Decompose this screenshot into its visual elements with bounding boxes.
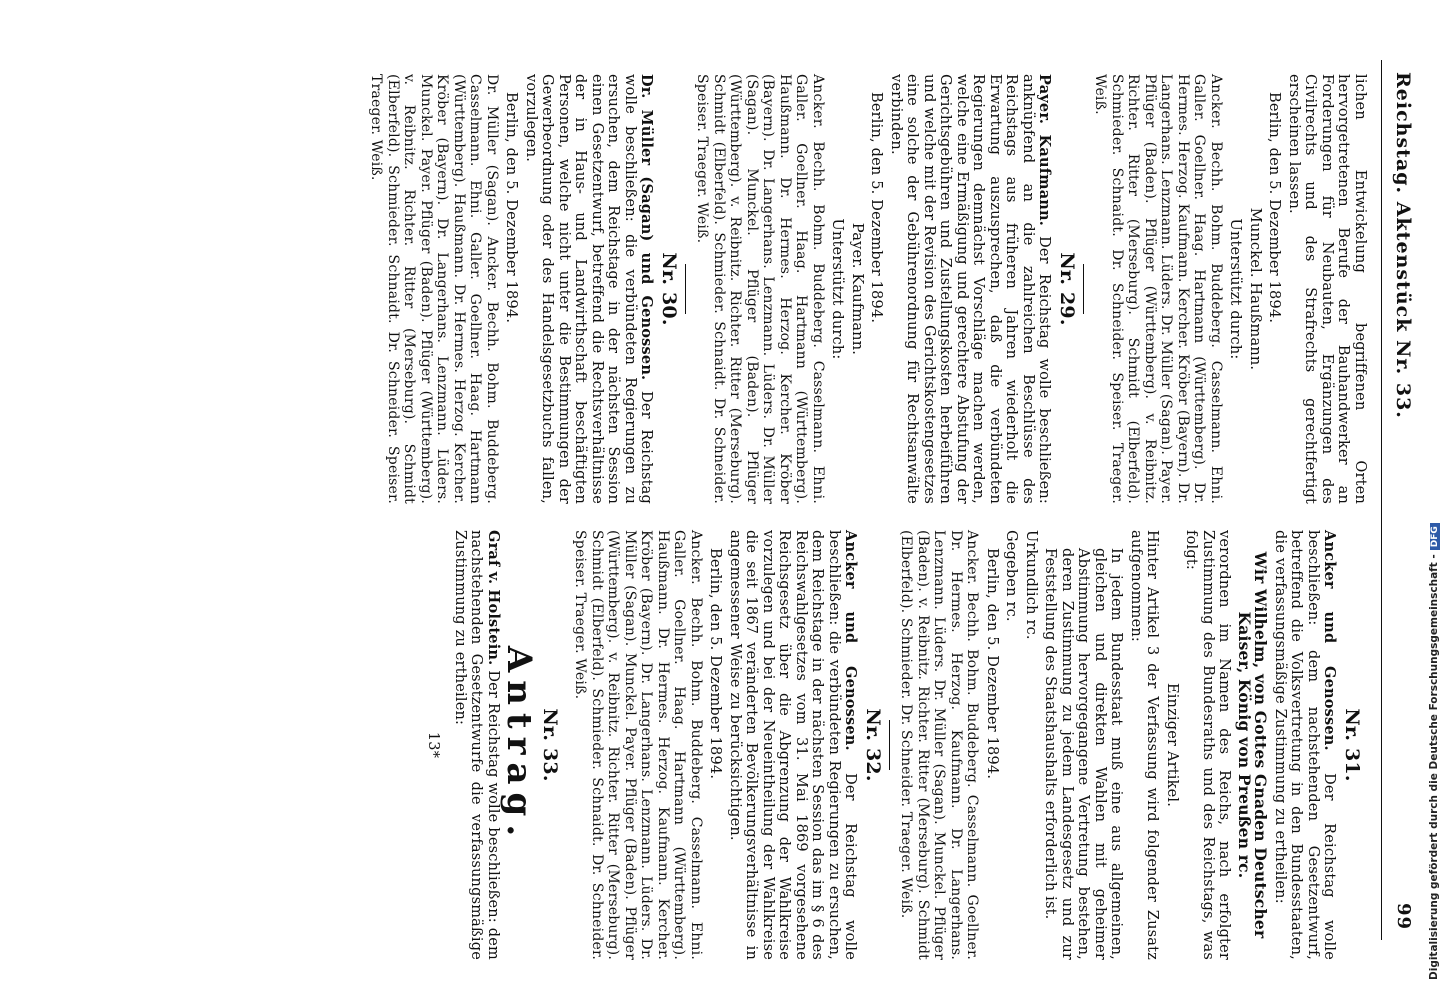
supporters-list: Dr. Müller (Sagan). Ancker. Bechh. Bohm. Buddeberg. Casselmann. Ehni. Galler. Goellner. Haag. Hartmann (Württemberg). Haußmann. Dr. Hermes. Herzog. Kercher. Kröber (Bayern). Dr. Langerhans. Lenzmann. Lüders. Munckel. Payer. Pflüger (Baden). Pflüger (Württemberg). v. Reibnitz. Richter. Ritter (Merseburg). Schmidt (Elberfeld). Schmieder. Schnaidt. Dr. Schneider. Speiser. Traeger. Weiß.: [368, 74, 500, 504]
supported-by-label: Unterstützt durch:: [829, 218, 846, 360]
motion-31-lead: Ancker und Genossen.: [1321, 530, 1339, 751]
column-left: [365, 74, 1368, 504]
digitization-note-text: [1428, 20, 1448, 980]
date-line: Berlin, den 5. Dezember 1894.: [868, 92, 885, 324]
supporters-list: Ancker. Bechh. Bohm. Buddeberg. Casselmann. Ehni. Galler. Goellner. Haag. Hartmann (Württemberg). Haußmann. Dr. Hermes. Herzog. Kaufmann. Kercher. Kröber (Bayern). Dr. Langerhans. Lenzmann. Lüders. Dr. Müller (Sagan). Munckel. Payer. Pflüger (Baden). Pflüger (Württemberg). v. Reibnitz. Richter. Ritter (Merseburg). Schmidt (Elberfeld). Schmieder. Schnaidt. Dr. Schneider. Speiser. Traeger. Weiß.: [572, 530, 704, 960]
page-number: 99: [1393, 902, 1414, 930]
motion-32: [727, 530, 859, 960]
motion-31-text: Der Reichstag wolle beschließen: dem nachstehenden Gesetzentwurf, betreffend die Volksvertretung in den Bundesstaaten, die verfassungsmäßige Zustimmung zu ertheilen:: [1272, 530, 1338, 960]
item-number-30: Nr. 30.: [658, 252, 680, 326]
article-text: In jedem Bundesstaat muß eine aus allgemeinen, gleichen und direkten Wahlen mit geheimer Abstimmung hervorgegangene Vertretung bestehen, deren Zustimmung zu jedem Landesgesetz und zur Feststellung des Staatshaushalts erforderlich ist.: [1042, 548, 1125, 960]
motion-30-text: Der Reichstag wolle beschließen: die verbündeten Regierungen zu ersuchen, dem Reichstage in der nächsten Session einen Gesetzentwurf, betreffend die Rechtsverhältnisse der in Haus- und Landwirthschaft beschäftigten Personen, welche nicht unter die Bestimmungen der Gewerbeordnung oder des Handelsgesetzbuchs fallen, vorzulegen.: [523, 74, 655, 505]
article-intro: Hinter Artikel 3 der Verfassung wird folgender Zusatz aufgenommen:: [1128, 530, 1161, 960]
column-right: [422, 530, 1368, 960]
date-line: Berlin, den 5. Dezember 1894.: [707, 548, 724, 780]
motion-33-text: Der Reichstag wolle beschließen: dem nachstehenden Gesetzentwurfe die verfassungsmäßige Zustimmung zu ertheilen:: [452, 530, 501, 960]
separator-rule: [1083, 264, 1084, 314]
supporters-list: Ancker. Bechh. Bohm. Buddeberg. Casselmann. Ehni. Galler. Goellner. Haag. Hartmann (Württemberg). Dr. Hermes. Herzog. Kaufmann. Kercher. Kröber (Bayern). Dr. Langerhans. Lenzmann. Lüders. Dr. Müller (Sagan). Payer. Pflüger (Baden). Pflüger (Württemberg). v. Reibnitz. Richter. Ritter (Merseburg). Schmidt (Elberfeld). Schmieder. Schnaidt. Dr. Schneider. Speiser. Traeger. Weiß.: [1092, 74, 1224, 504]
supporters-list: Ancker. Bechh. Bohm. Buddeberg. Casselmann. Ehni. Galler. Goellner. Haag. Hartmann (Württemberg). Haußmann. Dr. Hermes. Herzog. Kercher. Kröber (Bayern). Dr. Langerhans. Lenzmann. Lüders. Dr. Müller (Sagan). Munckel. Pflüger (Baden). Pflüger (Württemberg). v. Reibnitz. Richter. Ritter (Merseburg). Schmidt (Elberfeld). Schmieder. Schnaidt. Dr. Schneider. Speiser. Traeger. Weiß.: [694, 74, 826, 504]
sheet-signature-mark: 13*: [425, 731, 442, 759]
motion-30-lead: Dr. Müller (Sagan) und Genossen.: [638, 74, 656, 381]
article-heading: Einziger Artikel.: [1164, 682, 1180, 808]
signatories: Payer. Kaufmann.: [849, 222, 865, 356]
digitization-note: [1408, 20, 1440, 980]
supporters-list: Ancker. Bechh. Bohm. Buddeberg. Casselmann. Goellner. Dr. Hermes. Herzog. Kaufmann. Dr. Langerhans. Lenzmann. Lüders. Dr. Müller (Sagan). Munckel. Pflüger (Baden). v. Reibnitz. Richter. Ritter (Merseburg). Schmidt (Elberfeld). Schmieder. Dr. Schneider. Traeger. Weiß.: [898, 530, 981, 960]
item-number-31: Nr. 31.: [1341, 708, 1363, 782]
motion-29-lead: Payer. Kaufmann.: [1036, 74, 1054, 227]
separator-rule: [685, 264, 686, 314]
motion-30: [523, 74, 655, 504]
motion-33: [452, 530, 502, 960]
date-line: Berlin, den 5. Dezember 1894.: [1266, 92, 1283, 324]
item-number-29: Nr. 29.: [1056, 252, 1078, 326]
motion-31: [1272, 530, 1338, 960]
date-line: Berlin, den 5. Dezember 1894.: [503, 92, 520, 324]
paragraph-continuation: lichen Entwickelung begriffenen Orten hervorgetretenen Berufe der Bauhandwerker an Forderungen für Neubauten, Ergänzungen des Civilrechts und des Strafrechts gerechtfertigt erscheinen lassen.: [1286, 74, 1368, 504]
enacting-clause: verordnen im Namen des Reichs, nach erfolgter Zustimmung des Bundesraths und des Reichstags, was folgt:: [1183, 530, 1233, 960]
digitization-text: Digitalisierung gefördert durch die Deutsche Forschungsgemeinschaft -: [1428, 554, 1440, 980]
motion-33-lead: Graf v. Holstein.: [485, 530, 502, 666]
date-line: Berlin, den 5. Dezember 1894.: [984, 548, 1000, 780]
antrag-heading: Antrag.: [499, 645, 540, 845]
header-title: Reichstag. Aktenstück Nr. 33.: [1392, 72, 1414, 419]
item-number-33: Nr. 33.: [539, 708, 561, 782]
motion-29: [888, 74, 1053, 504]
dfg-logo: DFG: [1430, 523, 1440, 550]
urkundlich-line: Urkundlich rc.: [1023, 530, 1039, 640]
motion-29-text: Der Reichstag wolle beschließen: anknüpfend an die zahlreichen Beschlüsse des Reichstags aus früheren Jahren wiederholt die Erwartung auszusprechen, daß die verbündeten Regierungen demnächst Vorschläge machen werden, welche eine Ermäßigung und gerechtere Abstufung der Gerichtsgebühren und Zustellungskosten herbeiführen und welche mit der Revision des Gerichtskostengesetzes eine solche der Gebührenordnung für Rechtsanwälte verbinden.: [888, 74, 1053, 505]
motion-32-text: Der Reichstag wolle beschließen: die verbündeten Regierungen zu ersuchen, dem Reichstage in der nächsten Session das im § 6 des Reichswahlgesetzes vom 31. Mai 1869 vorgesehene Reichsgesetz über die Abgrenzung der Wahlkreise vorzulegen und bei der Neueintheilung der Wahlkreise die seit 1867 veränderten Bevölkerungsverhältnisse in angemessener Weise zu berücksichtigen.: [727, 530, 859, 960]
separator-rule: [889, 720, 890, 770]
supported-by-label: Unterstützt durch:: [1227, 218, 1244, 360]
imperial-preamble: Wir Wilhelm, von Gottes Gnaden Deutscher Kaiser, König von Preußen rc.: [1235, 551, 1271, 939]
gegeben-line: Gegeben rc.: [1003, 530, 1020, 622]
motion-32-lead: Ancker und Genossen.: [842, 530, 860, 751]
item-number-32: Nr. 32.: [862, 708, 884, 782]
signatories: Munckel. Haußmann.: [1247, 207, 1263, 371]
